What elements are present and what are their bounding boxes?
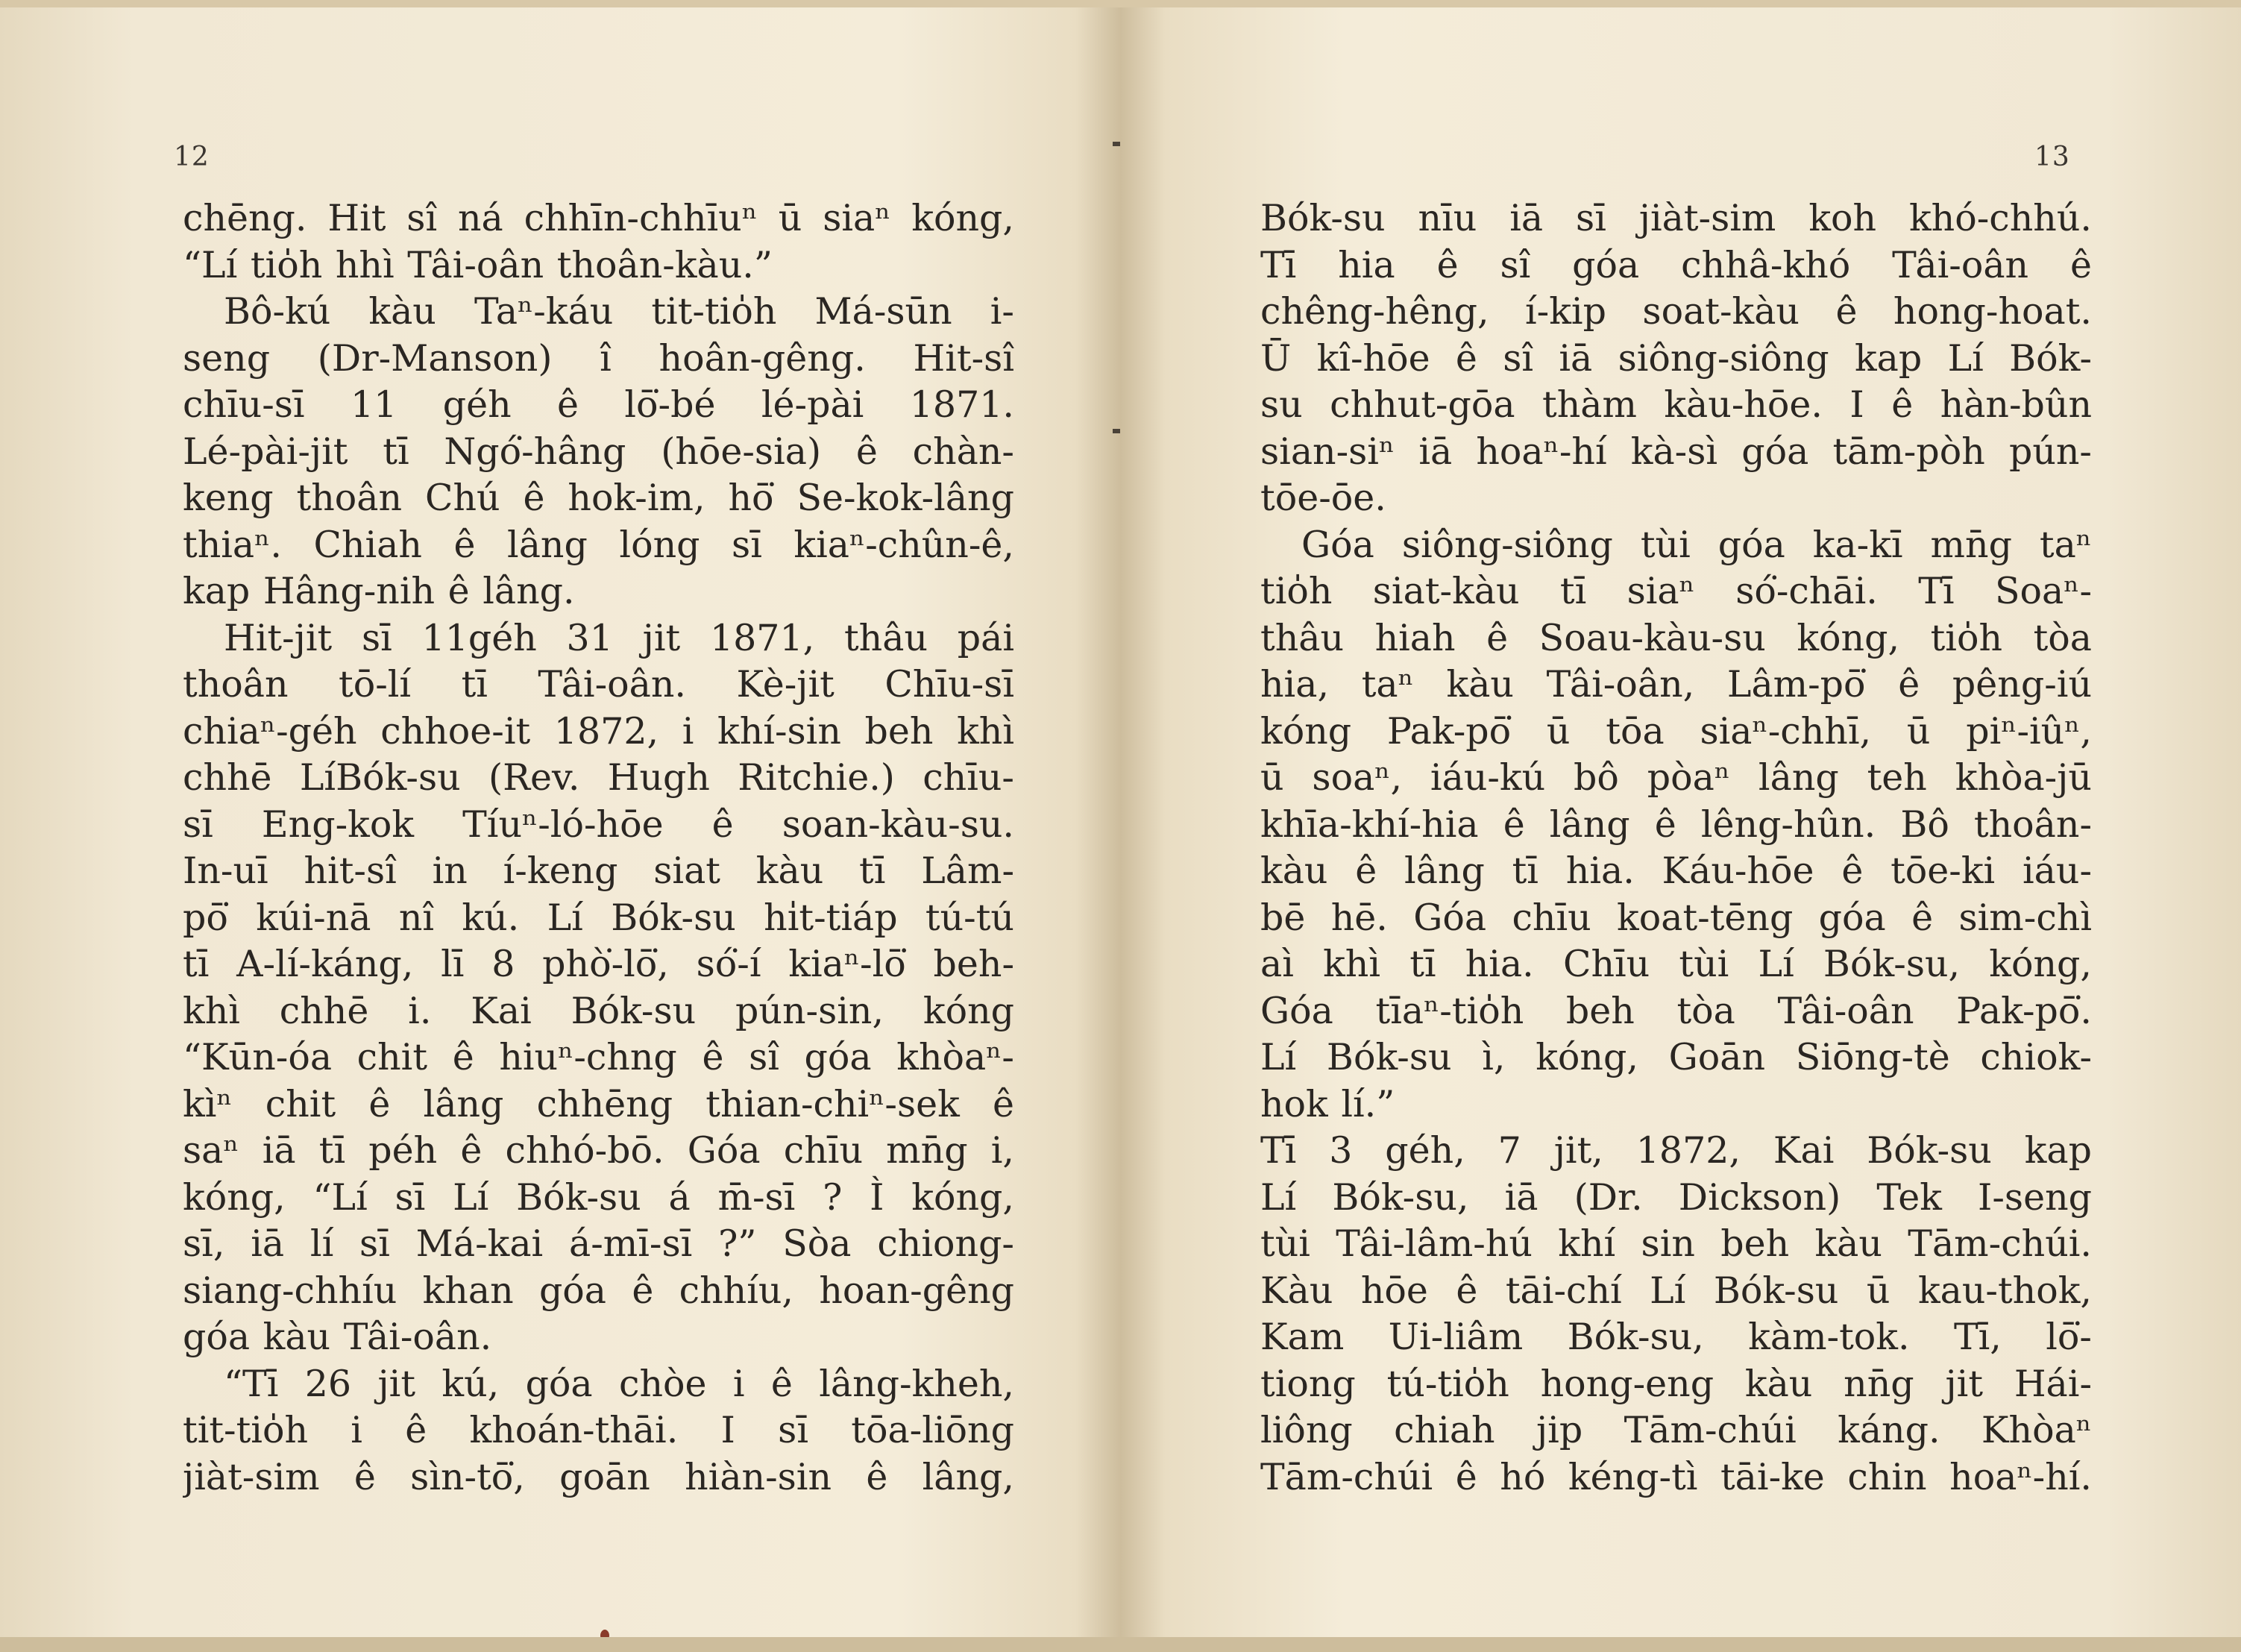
text-line: hok lí.” [1260,1082,1395,1125]
text-line: keng thoân Chú ê hok-im, hō͘ Se-kok-lâng [183,477,1014,519]
text-line: tiong tú-tio̍h hong-eng kàu nn̄g jit Hái- [1260,1362,2092,1405]
text-line: chhē LíBók-su (Rev. Hugh Ritchie.) chīu- [183,756,1014,799]
text-line: tit-tio̍h i ê khoán-thāi. I sī tōa-liōng [183,1409,1014,1451]
text-line: ū soaⁿ, iáu-kú bô pòaⁿ lâng teh khòa-jū [1260,756,2092,799]
left-page [0,0,1115,1637]
text-line: Lí Bók-su, iā (Dr. Dickson) Tek I-seng [1260,1175,2092,1219]
right-page-number: 13 [2034,142,2070,172]
text-line: pō͘ kúi-nā nî kú. Lí Bók-su hi̍t-tiáp tú-tú [183,896,1014,939]
text-line: Lí Bók-su ì, kóng, Goān Siōng-tè chiok- [1260,1036,2092,1078]
text-line: Bô-kú kàu Taⁿ-káu tit-tio̍h Má-sūn i- [224,290,1014,333]
text-line: Góa tīaⁿ-tio̍h beh tòa Tâi-oân Pak-pō͘. [1260,989,2092,1032]
text-line: In-uī hit-sî in í-keng siat kàu tī Lâm- [183,849,1014,892]
text-line: kap Hâng-nih ê lâng. [183,570,575,612]
page-bottom-edge [0,1637,2241,1652]
text-line: kàu ê lâng tī hia. Káu-hōe ê tōe-ki iáu- [1260,849,2092,892]
text-line: chēng. Hit sî ná chhīn-chhīuⁿ ū siaⁿ kóng, [183,197,1014,239]
left-page-body [183,195,1014,1501]
text-line: kóng Pak-pō͘ ū tōa siaⁿ-chhī, ū piⁿ-iûⁿ, [1260,709,2092,753]
gutter-binding-mark [1113,429,1120,433]
text-line: thiaⁿ. Chiah ê lâng lóng sī kiaⁿ-chûn-ê, [183,523,1014,566]
text-line: tōe-ōe. [1260,477,1386,519]
text-line: sī Eng-kok Tíuⁿ-ló-hōe ê soan-kàu-su. [183,803,1014,846]
gutter-binding-mark [1113,142,1120,146]
text-line: hia, taⁿ kàu Tâi-oân, Lâm-pō͘ ê pêng-iú [1260,663,2092,706]
text-line: aì khì tī hia. Chīu tùi Lí Bók-su, kóng, [1260,943,2092,985]
text-line: liông chiah jip Tām-chúi káng. Khòaⁿ [1260,1409,2092,1451]
text-line: chīu-sī 11 géh ê lō͘-bé lé-pài 1871. [183,383,1014,426]
text-line: Tām-chúi ê hó kéng-tì tāi-ke chin hoaⁿ-hí. [1260,1455,2092,1498]
text-line: khì chhē i. Kai Bók-su pún-sin, kóng [183,989,1014,1032]
text-line: Kam Ui-liâm Bók-su, kàm-tok. Tī, lō͘- [1260,1316,2092,1358]
text-line: Kàu hōe ê tāi-chí Lí Bók-su ū kau-thok, [1260,1269,2092,1312]
text-line: “Tī 26 jit kú, góa chòe i ê lâng-kheh, [224,1362,1014,1405]
text-line: sian-siⁿ iā hoaⁿ-hí kà-sì góa tām-pòh pún- [1260,430,2092,473]
text-line: tùi Tâi-lâm-hú khí sin beh kàu Tām-chúi. [1260,1222,2092,1265]
text-line: kìⁿ chit ê lâng chhēng thian-chiⁿ-sek ê [183,1082,1014,1125]
text-line: “Lí tio̍h hhì Tâi-oân thoân-kàu.” [183,243,773,286]
text-line: kóng, “Lí sī Lí Bók-su á m̄-sī ? Ì kóng, [183,1175,1014,1219]
text-line: su chhut-gōa thàm kàu-hōe. I ê hàn-bûn [1260,383,2092,426]
text-line: Tī 3 géh, 7 jit, 1872, Kai Bók-su kap [1260,1129,2092,1172]
text-line: chiaⁿ-géh chhoe-it 1872, i khí-sin beh khì [183,709,1014,753]
text-line: seng (Dr-Manson) î hoân-gêng. Hit-sî [183,336,1014,380]
text-line: Bók-su nīu iā sī jiàt-sim koh khó-chhú. [1260,197,2092,239]
text-line: saⁿ iā tī péh ê chhó-bō. Góa chīu mn̄g i, [183,1129,1014,1172]
text-line: tio̍h siat-kàu tī siaⁿ só͘-chāi. Tī Soaⁿ- [1260,570,2092,612]
text-line: “Kūn-óa chit ê hiuⁿ-chng ê sî góa khòaⁿ- [183,1036,1014,1078]
text-line: Lé-pài-jit tī Ngó͘-hâng (hōe-sia) ê chàn- [183,430,1014,473]
text-line: góa kàu Tâi-oân. [183,1316,492,1358]
left-page-number: 12 [174,142,210,172]
text-line: bē hē. Góa chīu koat-tēng góa ê sim-chì [1260,896,2092,939]
text-line: Góa siông-siông tùi góa ka-kī mn̄g taⁿ [1301,523,2092,566]
text-line: tī A-lí-káng, lī 8 phò͘-lō͘, só͘-í kiaⁿ-lō͘ beh- [183,943,1014,985]
text-line: Ū kî-hōe ê sî iā siông-siông kap Lí Bók- [1260,336,2092,380]
text-line: jiàt-sim ê sìn-tō͘, goān hiàn-sin ê lâng, [183,1455,1014,1498]
text-line: sī, iā lí sī Má-kai á-mī-sī ?” Sòa chiong- [183,1222,1014,1265]
text-line: chêng-hêng, í-kip soat-kàu ê hong-hoat. [1260,290,2092,333]
right-page-body [1260,195,2092,1501]
text-line: thâu hiah ê Soau-kàu-su kóng, tio̍h tòa [1260,616,2092,659]
text-line: Hit-jit sī 11géh 31 jit 1871, thâu pái [224,616,1014,659]
right-page [1126,0,2241,1637]
text-line: khīa-khí-hia ê lâng ê lêng-hûn. Bô thoân- [1260,803,2092,846]
text-line: siang-chhíu khan góa ê chhíu, hoan-gêng [183,1269,1014,1312]
text-line: thoân tō-lí tī Tâi-oân. Kè-jit Chīu-sī [183,663,1014,706]
text-line: Tī hia ê sî góa chhâ-khó Tâi-oân ê [1260,243,2092,286]
